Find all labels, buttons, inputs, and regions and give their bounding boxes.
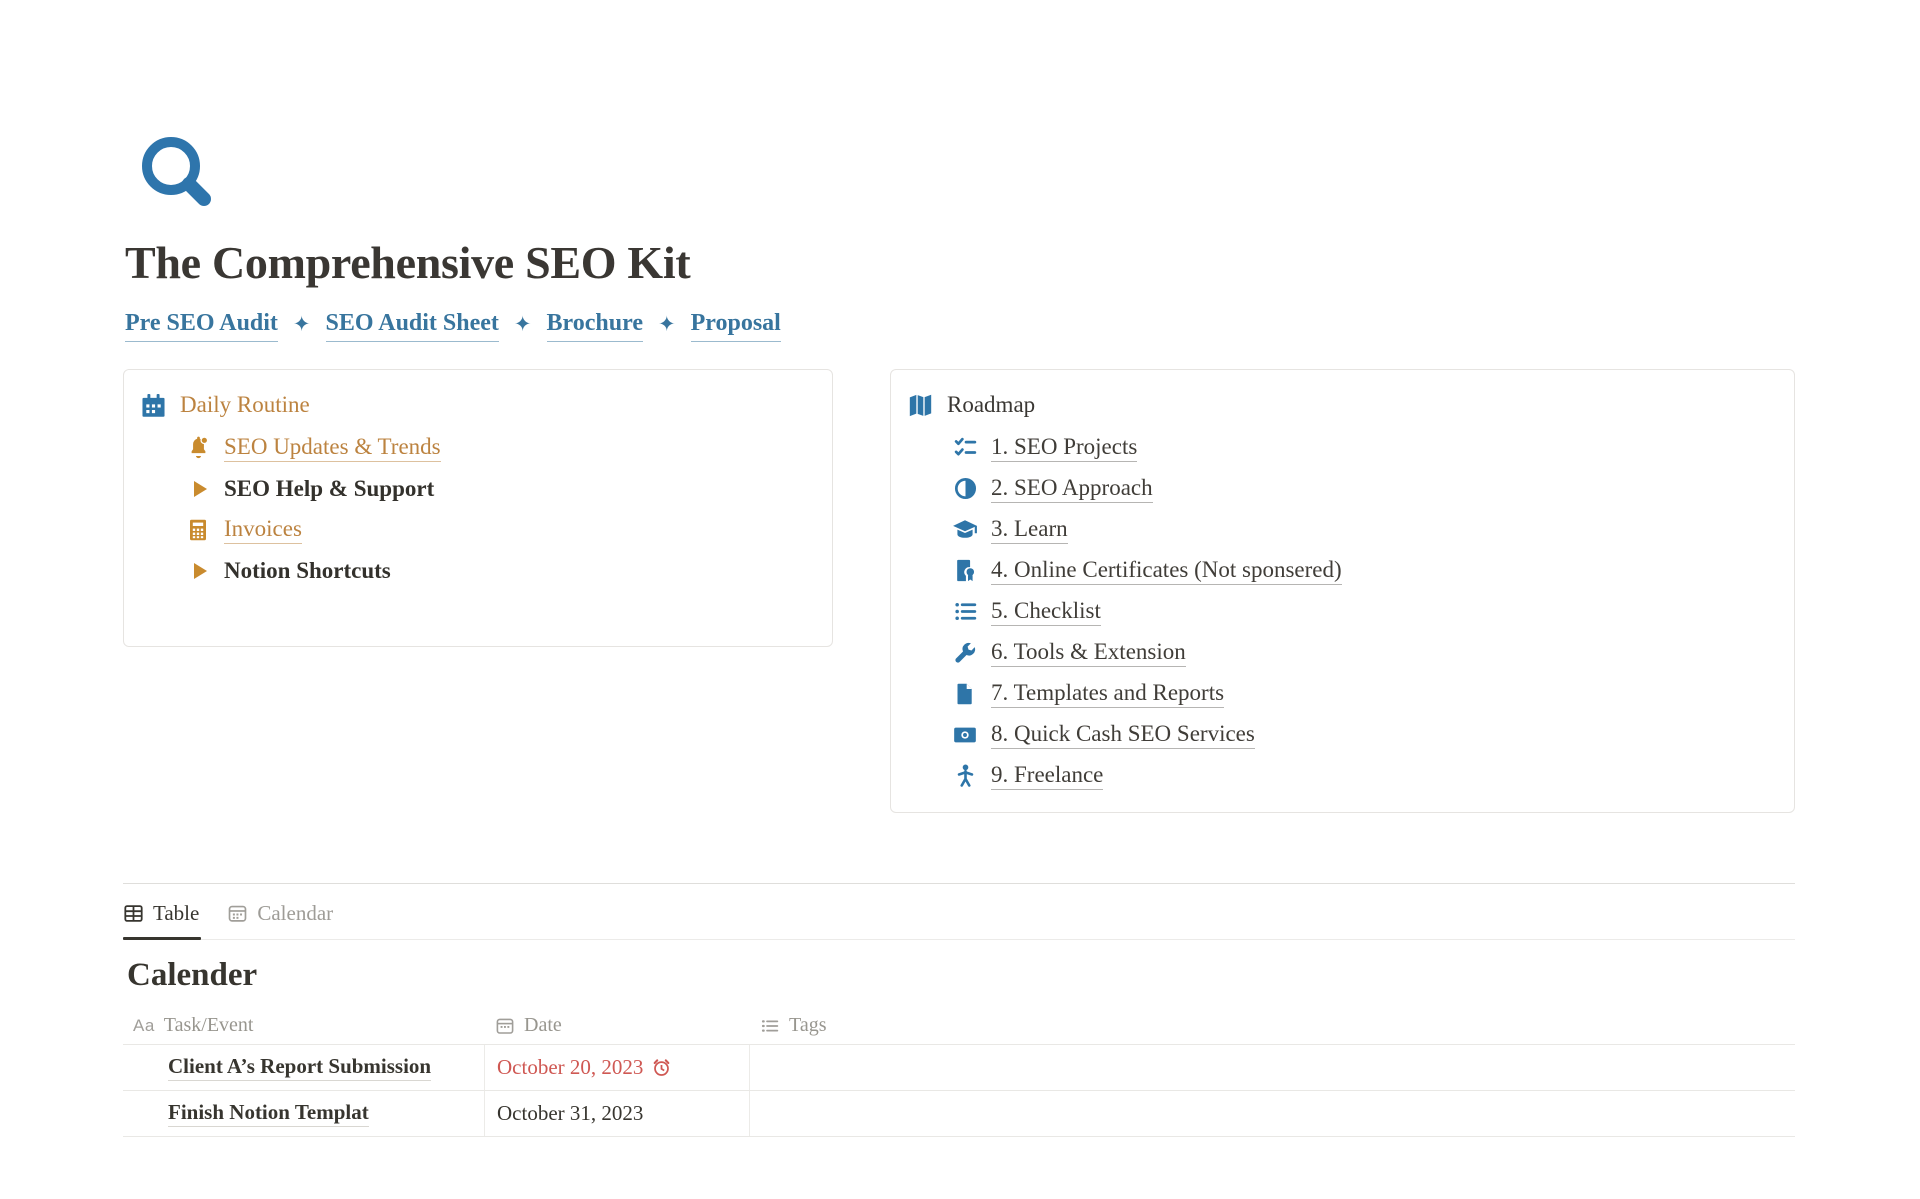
tags-cell[interactable] — [750, 1091, 1795, 1136]
link-seo-projects[interactable]: 1. SEO Projects — [991, 434, 1137, 462]
tags-cell[interactable] — [750, 1045, 1795, 1090]
list-item[interactable] — [185, 550, 816, 591]
link-seo-approach[interactable]: 2. SEO Approach — [991, 475, 1153, 503]
callout-row — [123, 369, 1795, 813]
table-icon — [123, 903, 144, 924]
diamond-separator-icon: ✦ — [657, 312, 676, 336]
diamond-separator-icon: ✦ — [513, 312, 532, 336]
link-invoices[interactable]: Invoices — [224, 516, 302, 544]
calendar-icon — [140, 392, 167, 419]
list-item[interactable] — [185, 468, 816, 509]
nav-link-brochure[interactable]: Brochure — [547, 307, 643, 342]
link-freelance[interactable]: 9. Freelance — [991, 762, 1103, 790]
diamond-separator-icon: ✦ — [292, 312, 311, 336]
column-label: Task/Event — [163, 1014, 254, 1036]
callout-title: Daily Routine — [180, 392, 310, 417]
daily-routine-items — [140, 427, 816, 591]
list-icon — [760, 1016, 780, 1036]
column-header-date[interactable] — [485, 1007, 750, 1044]
wrench-icon — [952, 640, 978, 666]
link-learn[interactable]: 3. Learn — [991, 516, 1068, 544]
bell-icon — [185, 435, 211, 461]
daily-routine-callout — [123, 369, 833, 647]
roadmap-header — [907, 386, 1778, 424]
task-cell[interactable] — [123, 1091, 485, 1136]
column-label: Tags — [789, 1014, 827, 1036]
table-header-row — [123, 1007, 1795, 1045]
view-tabs — [123, 884, 1795, 940]
toggle-triangle-icon[interactable] — [185, 558, 211, 584]
certificate-icon — [952, 558, 978, 584]
column-label: Date — [524, 1014, 562, 1036]
nav-link-proposal[interactable]: Proposal — [691, 307, 781, 342]
cash-icon — [952, 722, 978, 748]
list-item[interactable] — [952, 755, 1778, 796]
list-item[interactable] — [952, 468, 1778, 509]
roadmap-items — [907, 427, 1778, 796]
toggle-notion-shortcuts[interactable]: Notion Shortcuts — [224, 557, 391, 583]
link-online-certificates[interactable]: 4. Online Certificates (Not sponsered) — [991, 557, 1342, 585]
tab-label: Calendar — [257, 901, 334, 925]
tab-calendar[interactable] — [227, 898, 335, 938]
text-icon: Aa — [133, 1015, 155, 1035]
date-cell[interactable] — [485, 1091, 750, 1136]
column-header-task-event[interactable] — [123, 1007, 485, 1044]
list-item[interactable] — [185, 509, 816, 550]
checklist-icon — [952, 599, 978, 625]
task-title-link[interactable]: Client A’s Report Submission — [168, 1054, 431, 1081]
column-header-tags[interactable] — [750, 1007, 1795, 1044]
task-cell[interactable] — [123, 1045, 485, 1090]
toggle-seo-help-support[interactable]: SEO Help & Support — [224, 475, 435, 501]
table-row[interactable] — [123, 1045, 1795, 1091]
list-item[interactable] — [952, 714, 1778, 755]
alarm-clock-icon — [651, 1057, 672, 1078]
calendar-table — [123, 1007, 1795, 1137]
list-item[interactable] — [952, 591, 1778, 632]
tab-table[interactable] — [123, 898, 201, 938]
list-item[interactable] — [185, 427, 816, 468]
list-item[interactable] — [952, 550, 1778, 591]
calculator-icon — [185, 517, 211, 543]
half-circle-icon — [952, 476, 978, 502]
roadmap-callout — [890, 369, 1795, 813]
daily-routine-header — [140, 386, 816, 424]
task-title-link[interactable]: Finish Notion Templat — [168, 1100, 369, 1127]
date-value: October 31, 2023 — [497, 1101, 644, 1125]
list-item[interactable] — [952, 673, 1778, 714]
task-list-icon — [952, 435, 978, 461]
person-icon — [952, 763, 978, 789]
nav-link-seo-audit-sheet[interactable]: SEO Audit Sheet — [326, 307, 499, 342]
date-value: October 20, 2023 — [497, 1055, 644, 1079]
calendar-icon — [495, 1016, 515, 1036]
link-quick-cash-seo[interactable]: 8. Quick Cash SEO Services — [991, 721, 1255, 749]
link-tools-extension[interactable]: 6. Tools & Extension — [991, 639, 1186, 667]
list-item[interactable] — [952, 632, 1778, 673]
document-icon — [952, 681, 978, 707]
toggle-triangle-icon[interactable] — [185, 476, 211, 502]
graduation-cap-icon — [952, 517, 978, 543]
nav-link-pre-seo-audit[interactable]: Pre SEO Audit — [125, 307, 278, 342]
list-item[interactable] — [952, 427, 1778, 468]
database-title: Calender — [127, 957, 258, 993]
link-templates-reports[interactable]: 7. Templates and Reports — [991, 680, 1224, 708]
calendar-icon — [227, 903, 248, 924]
list-item[interactable] — [952, 509, 1778, 550]
page-content — [123, 0, 1795, 1137]
breadcrumb-links — [125, 307, 1795, 342]
table-row[interactable] — [123, 1091, 1795, 1137]
map-icon — [907, 392, 934, 419]
page-title: The Comprehensive SEO Kit — [125, 237, 691, 288]
search-icon[interactable] — [138, 133, 216, 211]
callout-title: Roadmap — [947, 392, 1036, 417]
link-seo-updates-trends[interactable]: SEO Updates & Trends — [224, 434, 441, 462]
tab-label: Table — [153, 901, 200, 925]
date-cell[interactable] — [485, 1045, 750, 1090]
link-checklist[interactable]: 5. Checklist — [991, 598, 1101, 626]
